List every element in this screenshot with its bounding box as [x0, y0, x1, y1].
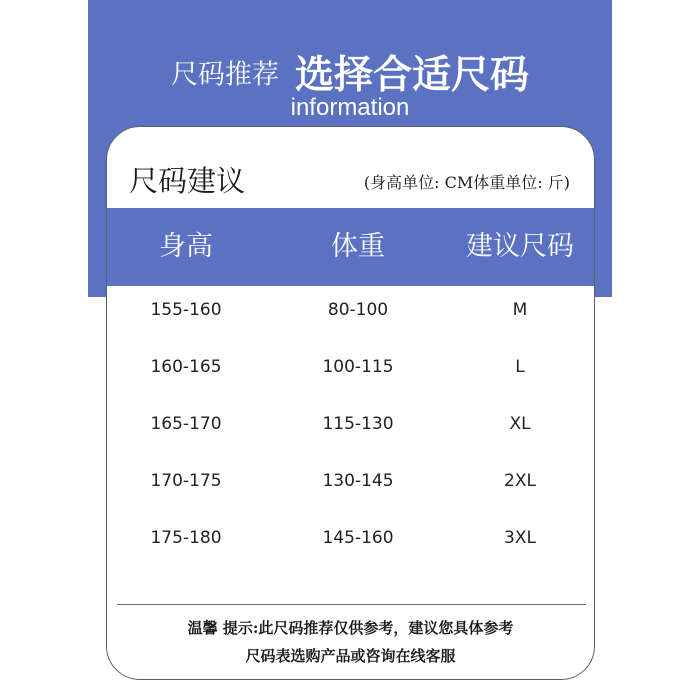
header-subtitle: information	[290, 94, 410, 121]
size-cell: 2XL	[504, 471, 536, 491]
size-cell: M	[512, 300, 528, 320]
height-cell: 165-170	[150, 414, 222, 434]
weight-cell: 80-100	[327, 300, 389, 320]
weight-cell: 115-130	[322, 414, 394, 434]
unit-note: (身高单位: CM体重单位: 斤)	[363, 173, 570, 192]
tip-text-line-1: 温馨 提示:此尺码推荐仅供参考，建议您具体参考	[187, 619, 514, 637]
header-title	[0, 44, 700, 100]
divider	[117, 604, 586, 605]
column-header-height: 身高	[159, 231, 213, 262]
weight-cell: 130-145	[322, 471, 394, 491]
table-row	[107, 466, 594, 496]
card-title: 尺码建议	[129, 164, 246, 198]
size-chart-card	[106, 126, 595, 680]
header-big-title: 选择合适尺码	[294, 53, 529, 98]
height-cell: 175-180	[150, 528, 222, 548]
height-cell: 170-175	[150, 471, 222, 491]
tip-text-line-2: 尺码表选购产品或咨询在线客服	[245, 647, 456, 665]
header-small-title: 尺码推荐	[170, 59, 279, 91]
table-row	[107, 295, 594, 325]
height-cell: 155-160	[150, 300, 222, 320]
size-cell: XL	[509, 414, 531, 434]
weight-cell: 100-115	[322, 357, 394, 377]
table-row	[107, 523, 594, 553]
column-header-size: 建议尺码	[466, 231, 574, 262]
size-cell: 3XL	[504, 528, 536, 548]
table-row	[107, 409, 594, 439]
table-row	[107, 352, 594, 382]
size-cell: L	[515, 357, 525, 377]
height-cell: 160-165	[150, 357, 222, 377]
table-header	[107, 208, 594, 286]
weight-cell: 145-160	[322, 528, 394, 548]
column-header-weight: 体重	[331, 231, 385, 262]
